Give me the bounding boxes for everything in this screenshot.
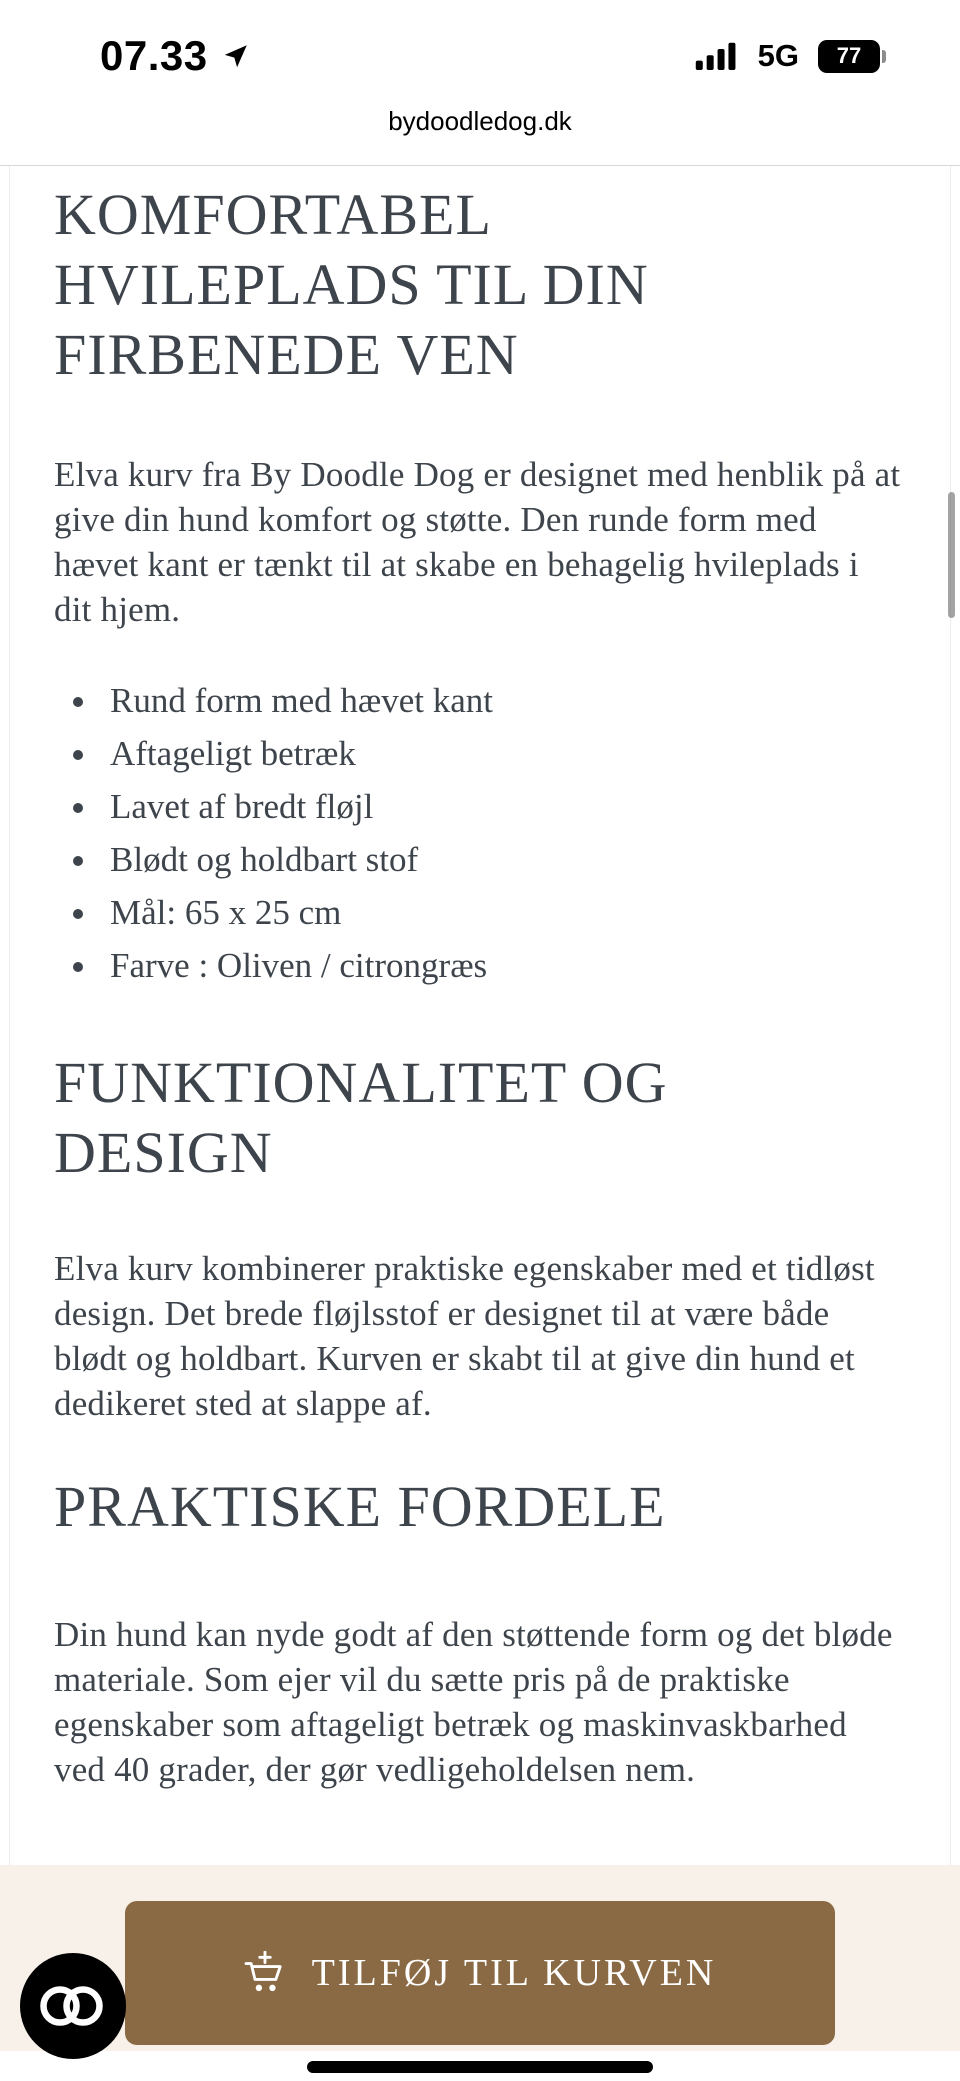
status-bar: [0, 0, 960, 92]
network-type-label: 5G: [757, 38, 799, 73]
add-to-cart-label: TILFØJ TIL KURVEN: [311, 1952, 717, 1994]
battery-percentage: 77: [836, 43, 862, 68]
functionality-paragraph: Elva kurv kombinerer praktiske egenskaber med et tidløst design. Det brede fløjlsstof er designet til at være både blødt og holdbart. Kurven er skabt til at give din hund et dedikeret sted at slappe af.: [54, 1249, 875, 1423]
benefits-paragraph: Din hund kan nyde godt af den støttende form og det bløde materiale. Som ejer vil du sætte pris på de praktiske egenskaber som aftageligt betræk og maskinvaskbarhed ved 40 grader, der gør vedligeholdelsen nem.: [54, 1615, 893, 1789]
feature-list: [54, 678, 902, 988]
heading-line: FIRBENEDE VEN: [54, 322, 519, 387]
heading-comfort: [54, 180, 902, 390]
heading-line: HVILEPLADS TIL DIN: [54, 252, 649, 317]
heading-line: FUNKTIONALITET OG: [54, 1050, 668, 1115]
heading-functionality: [54, 1048, 902, 1188]
site-url[interactable]: bydoodledog.dk: [388, 106, 572, 136]
heading-benefits: PRAKTISKE FORDELE: [54, 1474, 666, 1539]
location-arrow-icon: [222, 43, 249, 70]
cart-plus-icon: [244, 1951, 288, 1995]
battery-tip: [882, 50, 886, 63]
cellular-signal-icon: [689, 42, 743, 70]
heading-line: DESIGN: [54, 1120, 273, 1185]
brand-logo-icon: [20, 1953, 126, 2059]
add-to-cart-button[interactable]: [125, 1901, 835, 2045]
feature-item: • Rund form med hævet kant: [100, 678, 902, 723]
browser-address-bar[interactable]: [0, 92, 960, 166]
chat-widget-button[interactable]: [20, 1953, 126, 2059]
clock: 07.33: [100, 32, 208, 79]
intro-paragraph: Elva kurv fra By Doodle Dog er designet med henblik på at give din hund komfort og støtte. Den runde form med hævet kant er tænkt til at skabe en behagelig hvileplads i dit hjem.: [54, 455, 901, 629]
feature-item: • Mål: 65 x 25 cm: [100, 890, 902, 935]
battery-icon: [818, 40, 886, 73]
product-description: [9, 166, 951, 1865]
home-indicator[interactable]: [307, 2061, 653, 2073]
status-right: [689, 38, 886, 74]
heading-line: KOMFORTABEL: [54, 182, 492, 247]
sticky-footer: [0, 1865, 960, 2081]
status-left: [100, 32, 249, 80]
feature-item: • Blødt og holdbart stof: [100, 837, 902, 882]
feature-item: • Aftageligt betræk: [100, 731, 902, 776]
scrollbar-thumb[interactable]: [948, 492, 955, 618]
add-to-cart-bar: [0, 1865, 960, 2051]
feature-item: • Farve : Oliven / citrongræs: [100, 943, 902, 988]
feature-item: • Lavet af bredt fløjl: [100, 784, 902, 829]
